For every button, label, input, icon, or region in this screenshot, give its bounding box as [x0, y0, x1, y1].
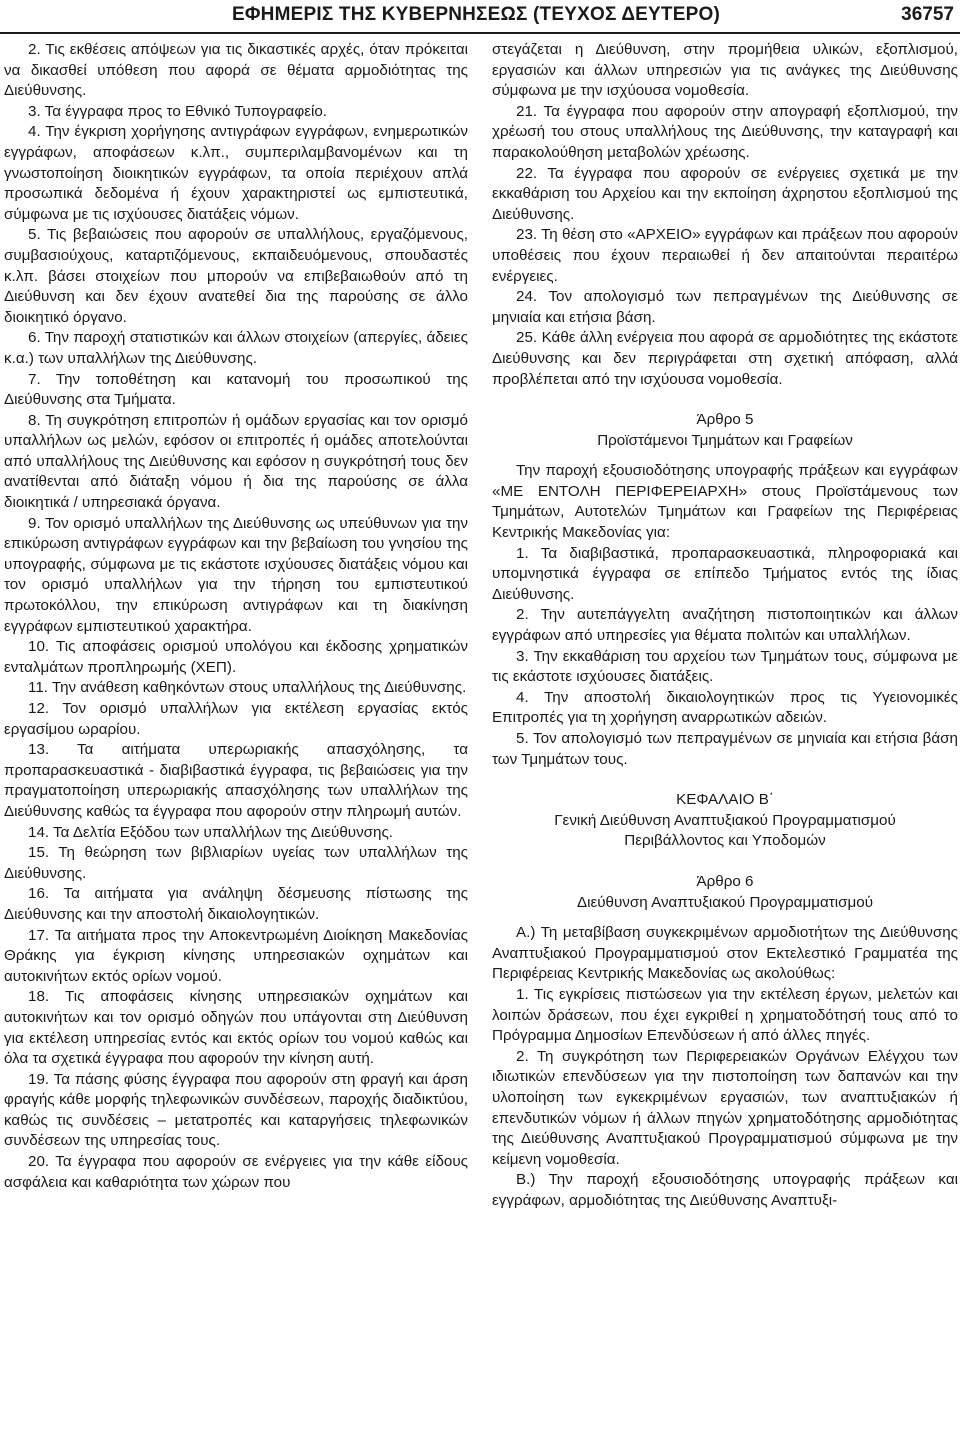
- paragraph: 19. Τα πάσης φύσης έγγραφα που αφορούν στη φραγή και άρση φραγής κάθε μορφής τηλεφωνικών συνδέσεων, παροχής διαδικτύου, καθώς τις συνδέσεις – μετατροπές και καταργήσεις τηλεφωνικών συνδέσεων της υπηρεσίας τους.: [4, 1070, 468, 1150]
- paragraph: 21. Τα έγγραφα που αφορούν στην απογραφή εξοπλισμού, την χρέωσή του στους υπαλλήλους της Διεύθυνσης, την καταγραφή και παρακολούθηση μεταβολών χρέωσης.: [492, 102, 958, 161]
- article-5-heading: Άρθρο 5: [696, 411, 754, 429]
- header-rule: [0, 32, 960, 34]
- paragraph: Την παροχή εξουσιοδότησης υπογραφής πράξεων και εγγράφων «ΜΕ ΕΝΤΟΛΗ ΠΕΡΙΦΕΡΕΙΑΡΧΗ» στους Προϊστάμενους των Τμημάτων, Αυτοτελών Τμημάτων και Γραφείων της Περιφέρειας Κεντρικής Μακεδονίας για:: [492, 462, 958, 542]
- paragraph: 22. Τα έγγραφα που αφορούν σε ενέργειες σχετικά με την εκκαθάριση του Αρχείου και την εκποίηση άχρηστου εξοπλισμού της Διεύθυνσης.: [492, 164, 958, 223]
- paragraph: 6. Την παροχή στατιστικών και άλλων στοιχείων (απεργίες, άδειες κ.α.) των υπαλλήλων της Διεύθυνσης.: [4, 329, 468, 367]
- article-5-title: Προϊστάμενοι Τμημάτων και Γραφείων: [597, 431, 853, 449]
- paragraph: 24. Τον απολογισμό των πεπραγμένων της Διεύθυνσης σε μηνιαία και ετήσια βάση.: [492, 288, 958, 326]
- paragraph: 2. Την αυτεπάγγελτη αναζήτηση πιστοποιητικών και άλλων εγγράφων από υπηρεσίες για θέματα πολιτών και υπαλλήλων.: [492, 606, 958, 645]
- paragraph: 18. Τις αποφάσεις κίνησης υπηρεσιακών οχημάτων και αυτοκινήτων και τον ορισμό οδηγών που υπάγονται στη Διεύθυνση για εκτέλεση υπηρεσίας εντός και εκτός ορίων του νομού καθώς και όλα τα σχετικά έγγραφα που αφορούν την κίνηση αυτή.: [4, 988, 468, 1068]
- paragraph: 2. Τις εκθέσεις απόψεων για τις δικαστικές αρχές, όταν πρόκειται να δικασθεί υπόθεση που αφορά σε θέματα αρμοδιότητας της Διεύθυνσης.: [4, 41, 468, 100]
- paragraph: 7. Την τοποθέτηση και κατανομή του προσωπικού της Διεύθυνσης στα Τμήματα.: [4, 370, 468, 409]
- paragraph: 20. Τα έγγραφα που αφορούν σε ενέργειες για την κάθε είδους ασφάλεια και καθαριότητα των χώρων που: [4, 1153, 468, 1191]
- chapter-heading: ΚΕΦΑΛΑΙΟ Β΄: [676, 791, 774, 809]
- article-6-heading: Άρθρο 6: [696, 872, 754, 890]
- paragraph: 25. Κάθε άλλη ενέργεια που αφορά σε αρμοδιότητες της εκάστοτε Διεύθυνσης και δεν περιγράφεται στη σχετική απόφαση, αλλά προβλέπεται από την ισχύουσα νομοθεσία.: [492, 329, 958, 388]
- paragraph: Β.) Την παροχή εξουσιοδότησης υπογραφής πράξεων και εγγράφων, αρμοδιότητας της Διεύθυνσης Αναπτυξι-: [492, 1171, 958, 1209]
- paragraph: 4. Την αποστολή δικαιολογητικών προς τις Υγειονομικές Επιτροπές για τη χορήγηση αναρρωτικών αδειών.: [492, 688, 958, 727]
- chapter-title-line-1: Γενική Διεύθυνση Αναπτυξιακού Προγραμματισμού: [554, 811, 896, 829]
- paragraph: 17. Τα αιτήματα προς την Αποκεντρωμένη Διοίκηση Μακεδονίας Θράκης για έγκριση κίνησης υπηρεσιακών οχημάτων και αυτοκινήτων εκτός ορίων νομού.: [4, 926, 468, 985]
- paragraph: 4. Την έγκριση χορήγησης αντιγράφων εγγράφων, ενημερωτικών εγγράφων, αποφάσεων κ.λπ., συμπεριλαμβανομένων και τη γνωστοποίηση διοικητικών εγγράφων, τα οποία περιέχουν απλά προσωπικά δεδομένα ή έχουν χαρακτηριστεί ως εμπιστευτικά, σύμφωνα με τις ισχύουσες διατάξεις νόμων.: [4, 123, 468, 223]
- paragraph: 16. Τα αιτήματα για ανάληψη δέσμευσης πίστωσης της Διεύθυνσης και την αποστολή δικαιολογητικών.: [4, 885, 468, 923]
- right-column: [492, 40, 958, 1211]
- paragraph: 5. Τις βεβαιώσεις που αφορούν σε υπαλλήλους, εργαζόμενους, συμβασιούχους, καταρτιζόμενους, εκπαιδευόμενους, σπουδαστές κ.λπ. βάσει στοιχείων που μπορούν να επιβεβαιωθούν από τη Διεύθυνση και δεν έχουν ανατεθεί δια της παρούσης σε άλλο διοικητικό όργανο.: [4, 226, 468, 326]
- paragraph: 14. Τα Δελτία Εξόδου των υπαλλήλων της Διεύθυνσης.: [28, 823, 394, 841]
- article-6-title: Διεύθυνση Αναπτυξιακού Προγραμματισμού: [576, 893, 874, 911]
- paragraph: 3. Τα έγγραφα προς το Εθνικό Τυπογραφείο.: [28, 102, 328, 120]
- paragraph: 2. Τη συγκρότηση των Περιφερειακών Οργάνων Ελέγχου των ιδιωτικών επενδύσεων για την πιστοποίηση των δαπανών και την υλοποίηση των εγκεκριμένων εργασιών, των αναπτυξιακών ή επενδυτικών νόμων ή άλλων πηγών χρηματοδότησης αρμοδιότητας της Διεύθυνσης Αναπτυξιακού Προγραμματισμού σύμφωνα με την κείμενη νομοθεσία.: [492, 1047, 958, 1168]
- paragraph: 13. Τα αιτήματα υπερωριακής απασχόλησης, τα προπαρασκευαστικά - διαβιβαστικά έγγραφα, τις βεβαιώσεις για την πραγματοποίηση υπερωριακής απασχόλησης των υπαλλήλων της Διεύθυνσης καθώς τα έγγραφα που αφορούν στην πληρωμή αυτών.: [4, 741, 468, 820]
- paragraph: 3. Την εκκαθάριση του αρχείου των Τμημάτων τους, σύμφωνα με τις εκάστοτε ισχύουσες διατάξεις.: [492, 647, 958, 686]
- paragraph: 15. Τη θεώρηση των βιβλιαρίων υγείας των υπαλλήλων της Διεύθυνσης.: [4, 844, 468, 882]
- paragraph: στεγάζεται η Διεύθυνση, στην προμήθεια υλικών, εξοπλισμού, εργασιών και άλλων υπηρεσιών για τις ανάγκες της Διεύθυνσης σύμφωνα με την ισχύουσα νομοθεσία.: [492, 41, 958, 100]
- chapter-title-line-2: Περιβάλλοντος και Υποδομών: [624, 832, 826, 850]
- paragraph: 8. Τη συγκρότηση επιτροπών ή ομάδων εργασίας και τον ορισμό υπαλλήλων ως μελών, εφόσον οι επιτροπές ή ομάδες αποτελούνται από υπαλλήλους της Διεύθυνσης και εφόσον η συγκρότησή τους δεν ανατίθενται από διάταξη νόμου ή δια της παρούσης σε άλλα διοικητικά / υπηρεσιακά όργανα.: [4, 411, 468, 512]
- gazette-title: ΕΦΗΜΕΡΙΣ ΤΗΣ ΚΥΒΕΡΝΗΣΕΩΣ (ΤΕΥΧΟΣ ΔΕΥΤΕΡΟ): [232, 4, 720, 25]
- paragraph: 1. Τα διαβιβαστικά, προπαρασκευαστικά, πληροφοριακά και υπομνηστικά έγγραφα σε επίπεδο Τμήματος εντός της ίδιας Διεύθυνσης.: [492, 544, 958, 603]
- paragraph: 12. Τον ορισμό υπαλλήλων για εκτέλεση εργασίας εκτός εργασίμου ωραρίου.: [4, 700, 468, 738]
- paragraph: 9. Τον ορισμό υπαλλήλων της Διεύθυνσης ως υπεύθυνων για την επικύρωση αντιγράφων εγγράφων και την βεβαίωση του γνησίου της υπογραφής, σύμφωνα με τις εκάστοτε ισχύουσες διατάξεις νόμου και τον ορισμό υπαλλήλων για την τήρηση του εμπιστευτικού πρωτοκόλλου, την επικύρωση αντιγράφων και τη διακίνηση εγγράφων εμπιστευτικού χαρακτήρα.: [4, 514, 468, 635]
- paragraph: 1. Τις εγκρίσεις πιστώσεων για την εκτέλεση έργων, μελετών και λοιπών δράσεων, που έχει εγκριθεί η χρηματοδότησή τους από το Πρόγραμμα Δημοσίων Επενδύσεων ή από άλλες πηγές.: [492, 985, 958, 1045]
- paragraph: 23. Τη θέση στο «ΑΡΧΕΙΟ» εγγράφων και πράξεων που αφορούν υποθέσεις που έχουν περαιωθεί ή δεν απαιτούνται περαιτέρω ενέργειες.: [492, 226, 958, 285]
- paragraph: 11. Την ανάθεση καθηκόντων στους υπαλλήλους της Διεύθυνσης.: [28, 679, 467, 697]
- paragraph: 10. Τις αποφάσεις ορισμού υπολόγου και έκδοσης χρηματικών ενταλμάτων προπληρωμής (ΧΕΠ).: [4, 638, 468, 676]
- left-column: [4, 40, 468, 1193]
- paragraph: 5. Τον απολογισμό των πεπραγμένων σε μηνιαία και ετήσια βάση των Τμημάτων τους.: [492, 730, 958, 768]
- page-number: 36757: [901, 4, 954, 25]
- page-header: [0, 0, 960, 36]
- paragraph: Α.) Τη μεταβίβαση συγκεκριμένων αρμοδιοτήτων της Διεύθυνσης Αναπτυξιακού Προγραμματισμού στον Εκτελεστικό Γραμματέα της Περιφέρειας Κεντρικής Μακεδονίας ως ακολούθως:: [492, 924, 958, 983]
